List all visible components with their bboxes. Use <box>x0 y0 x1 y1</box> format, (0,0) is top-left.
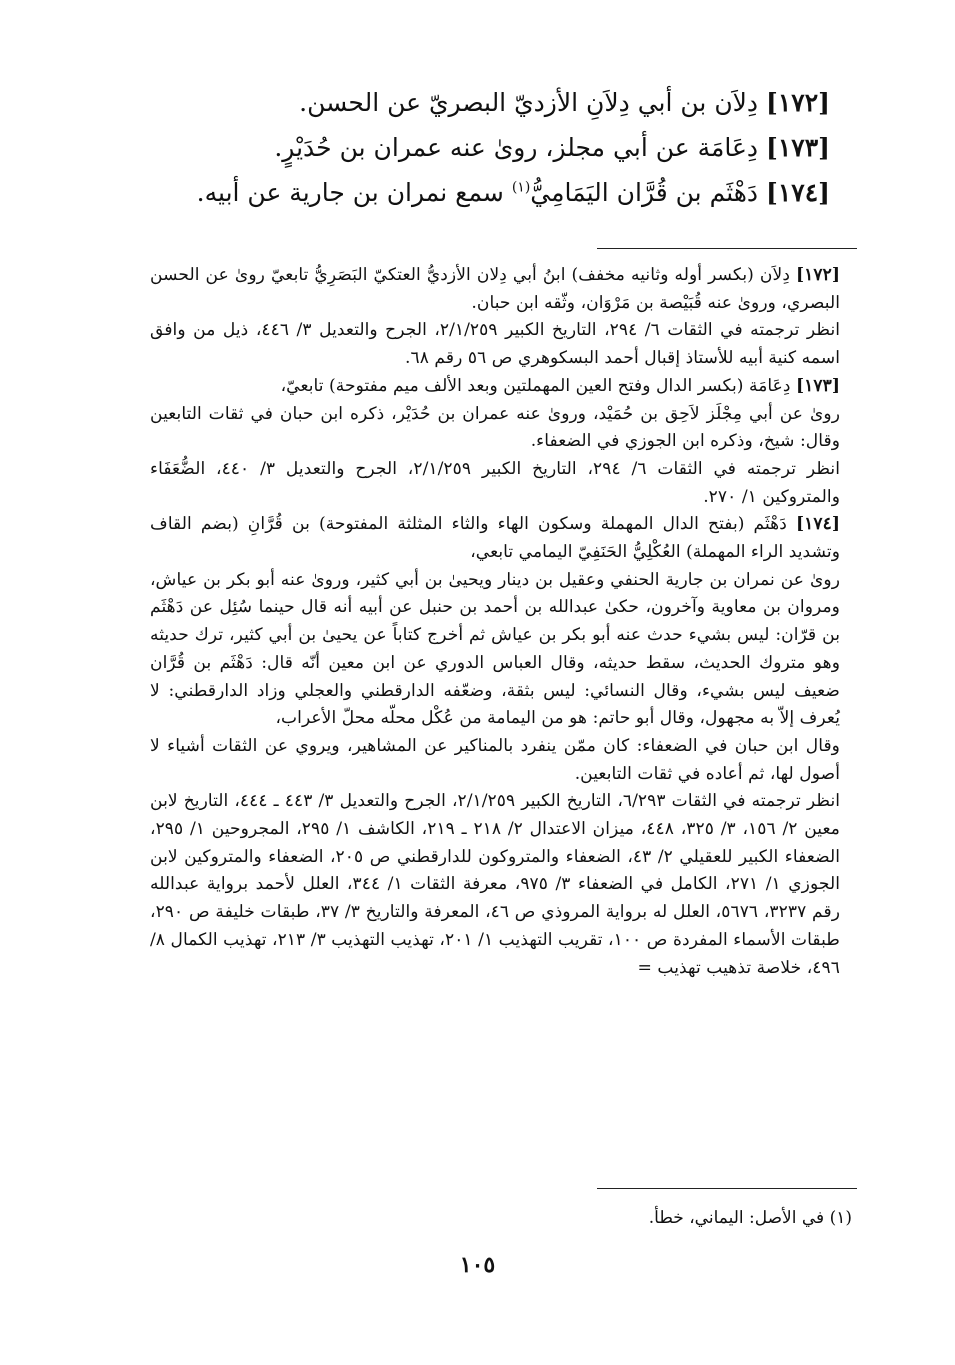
note-paragraph <box>150 262 840 317</box>
entry-173 <box>125 125 830 170</box>
footnote-marker[interactable]: (١) <box>511 179 531 196</box>
entry-number: [١٧٣] <box>766 133 830 162</box>
note-paragraph: انظر ترجمته في الثقات ٦/٢٩٣، التاريخ الكبير ٢/١/٢٥٩، الجرح والتعديل ٣/ ٤٤٣ ـ ٤٤٤، التاريخ لابن معين ٢/ ١٥٦، ٣/ ٣٢٥، ٤٤٨، ميزان الاعتدال ٢/ ٢١٨ ـ ٢١٩، الكاشف ١/ ٢٩٥، المجروحين ١/ ٢٩٥، الضعفاء الكبير للعقيلي ٢/ ٤٣، الضعفاء والمتروكون للدارقطني ص ٢٠٥، الضعفاء والمتروكين لابن الجوزي ١/ ٢٧١، الكامل في الضعفاء ٣/ ٩٧٥، معرفة الثقات ١/ ٣٤٤، العلل لأحمد برواية عبدالله رقم ٣٢٣٧، ٥٦٧٦، العلل له برواية المروذي ص ٤٦، المعرفة والتاريخ ٣/ ٣٧، طبقات خليفة ص ٢٩٠، طبقات الأسماء المفردة ص ١٠٠، تقريب التهذيب ١/ ٢٠١، تهذيب التهذيب ٣/ ٢١٣، تهذيب الكمال ٨/ ٤٩٦، خلاصة تذهيب تهذيب = <box>150 791 841 978</box>
notes-divider <box>597 248 857 249</box>
note-paragraph <box>150 511 840 566</box>
main-entries <box>125 80 830 215</box>
entry-number: [١٧٢] <box>766 88 830 117</box>
page-number: ١٠٥ <box>459 1252 496 1278</box>
note-174 <box>150 511 840 982</box>
footnote: (١) في الأصل: اليماني، خطأ. <box>648 1208 852 1228</box>
note-text: دَهْثَم (بفتح الدال المهملة وسكون الهاء والثاء المثلثة المفتوحة) بن قُرَّانِ (بضم القاف وتشديد الراء المهملة) العُكْلِيُّ الحَنَفِيّ اليمامي تابعي، <box>150 514 840 563</box>
note-text: دِعَامَة (بكسر الدال وفتح العين المهملتين وبعد الألف ميم مفتوحة) تابعيّ، <box>280 375 797 396</box>
entry-174 <box>125 170 830 215</box>
note-paragraph: انظر ترجمته في الثقات ٦/ ٢٩٤، التاريخ الكبير ٢/١/٢٥٩، الجرح والتعديل ٣/ ٤٤٦، ذيل من وافق اسمه كنية أبيه للأستاذ إقبال أحمد البسكوهري ص ٥٦ رقم ٦٨. <box>150 320 840 369</box>
note-paragraph: انظر ترجمته في الثقات ٦/ ٢٩٤، التاريخ الكبير ٢/١/٢٥٩، الجرح والتعديل ٣/ ٤٤٠، الضُّعَفَاء والمتروكين ١/ ٢٧٠. <box>150 458 840 507</box>
note-number: [١٧٤] <box>796 514 840 535</box>
note-number: [١٧٢] <box>796 265 840 285</box>
note-173 <box>150 373 840 512</box>
note-paragraph: روىٰ عن أبي مِجْلَز لاَحِق بن حُمَيْد، وروىٰ عنه عمران بن حُدَيْر، ذكره ابن حبان في ثقات التابعين وقال: شيخ، وذكره ابن الجوزي في الضعفاء. <box>150 403 840 452</box>
note-paragraph <box>150 373 840 401</box>
note-paragraph: روىٰ عن نمران بن جارية الحنفي وعقيل بن دينار ويحيىٰ بن أبي كثير، وروىٰ عنه أبو بكر بن عياش، ومروان بن معاوية وآخرون، حكىٰ عبدالله بن أحمد بن حنبل عن أبيه أنه قال حينما سُئِل عن دَهْثَم بن قرّان: ليس بشيء حدث عنه أبو بكر بن عياش ثم أخرج كتاباً عن يحيىٰ بن أبي كثير، ترك حديثه وهو متروك الحديث، سقط حديثه، وقال العباس الدوري عن ابن معين أنّه قال: دَهْثَم بن قُرَّان ضعيف ليس بشيء، وقال النسائي: ليس بثقة، وضعّفه الدارقطني والعجلي وزاد الدارقطني: لا يُعرف إلاّ به مجهول، وقال أبو حاتم: هو من اليمامة من عُكْل محلّه محلّ الأعراب، <box>150 569 840 729</box>
note-172 <box>150 262 840 373</box>
note-number: [١٧٣] <box>796 375 840 396</box>
entry-text: دِعَامَة عن أبي مجلز، روىٰ عنه عمران بن حُدَيْرٍ. <box>274 133 767 162</box>
notes <box>150 262 840 982</box>
entry-text: دِلاَن بن أبي دِلاَنِ الأزديّ البصريّ عن الحسن. <box>299 88 767 117</box>
entry-number: [١٧٤] <box>766 178 830 207</box>
footnote-divider <box>597 1188 857 1189</box>
note-text: دِلاَن (بكسر أوله وثانيه مخفف) ابنُ أبي دِلان الأزديُّ العتكيّ البَصَرِيُّ تابعيّ روىٰ عن الحسن البصري، وروىٰ عنه قُبَيْصة بن مَرْوَان، وثّقه ابن حبان. <box>150 265 840 313</box>
entry-text: سمع نمران بن جارية عن أبيه. <box>196 178 512 207</box>
entry-172 <box>125 80 830 125</box>
entry-text: دَهْثَم بن قُرَّان اليَمَامِيُّ <box>530 178 767 207</box>
note-paragraph: وقال ابن حبان في الضعفاء: كان ممّن ينفرد بالمناكير عن المشاهير، ويروي عن الثقات أشياء لا أصول لها، ثم أعاده في ثقات التابعين. <box>150 735 840 784</box>
